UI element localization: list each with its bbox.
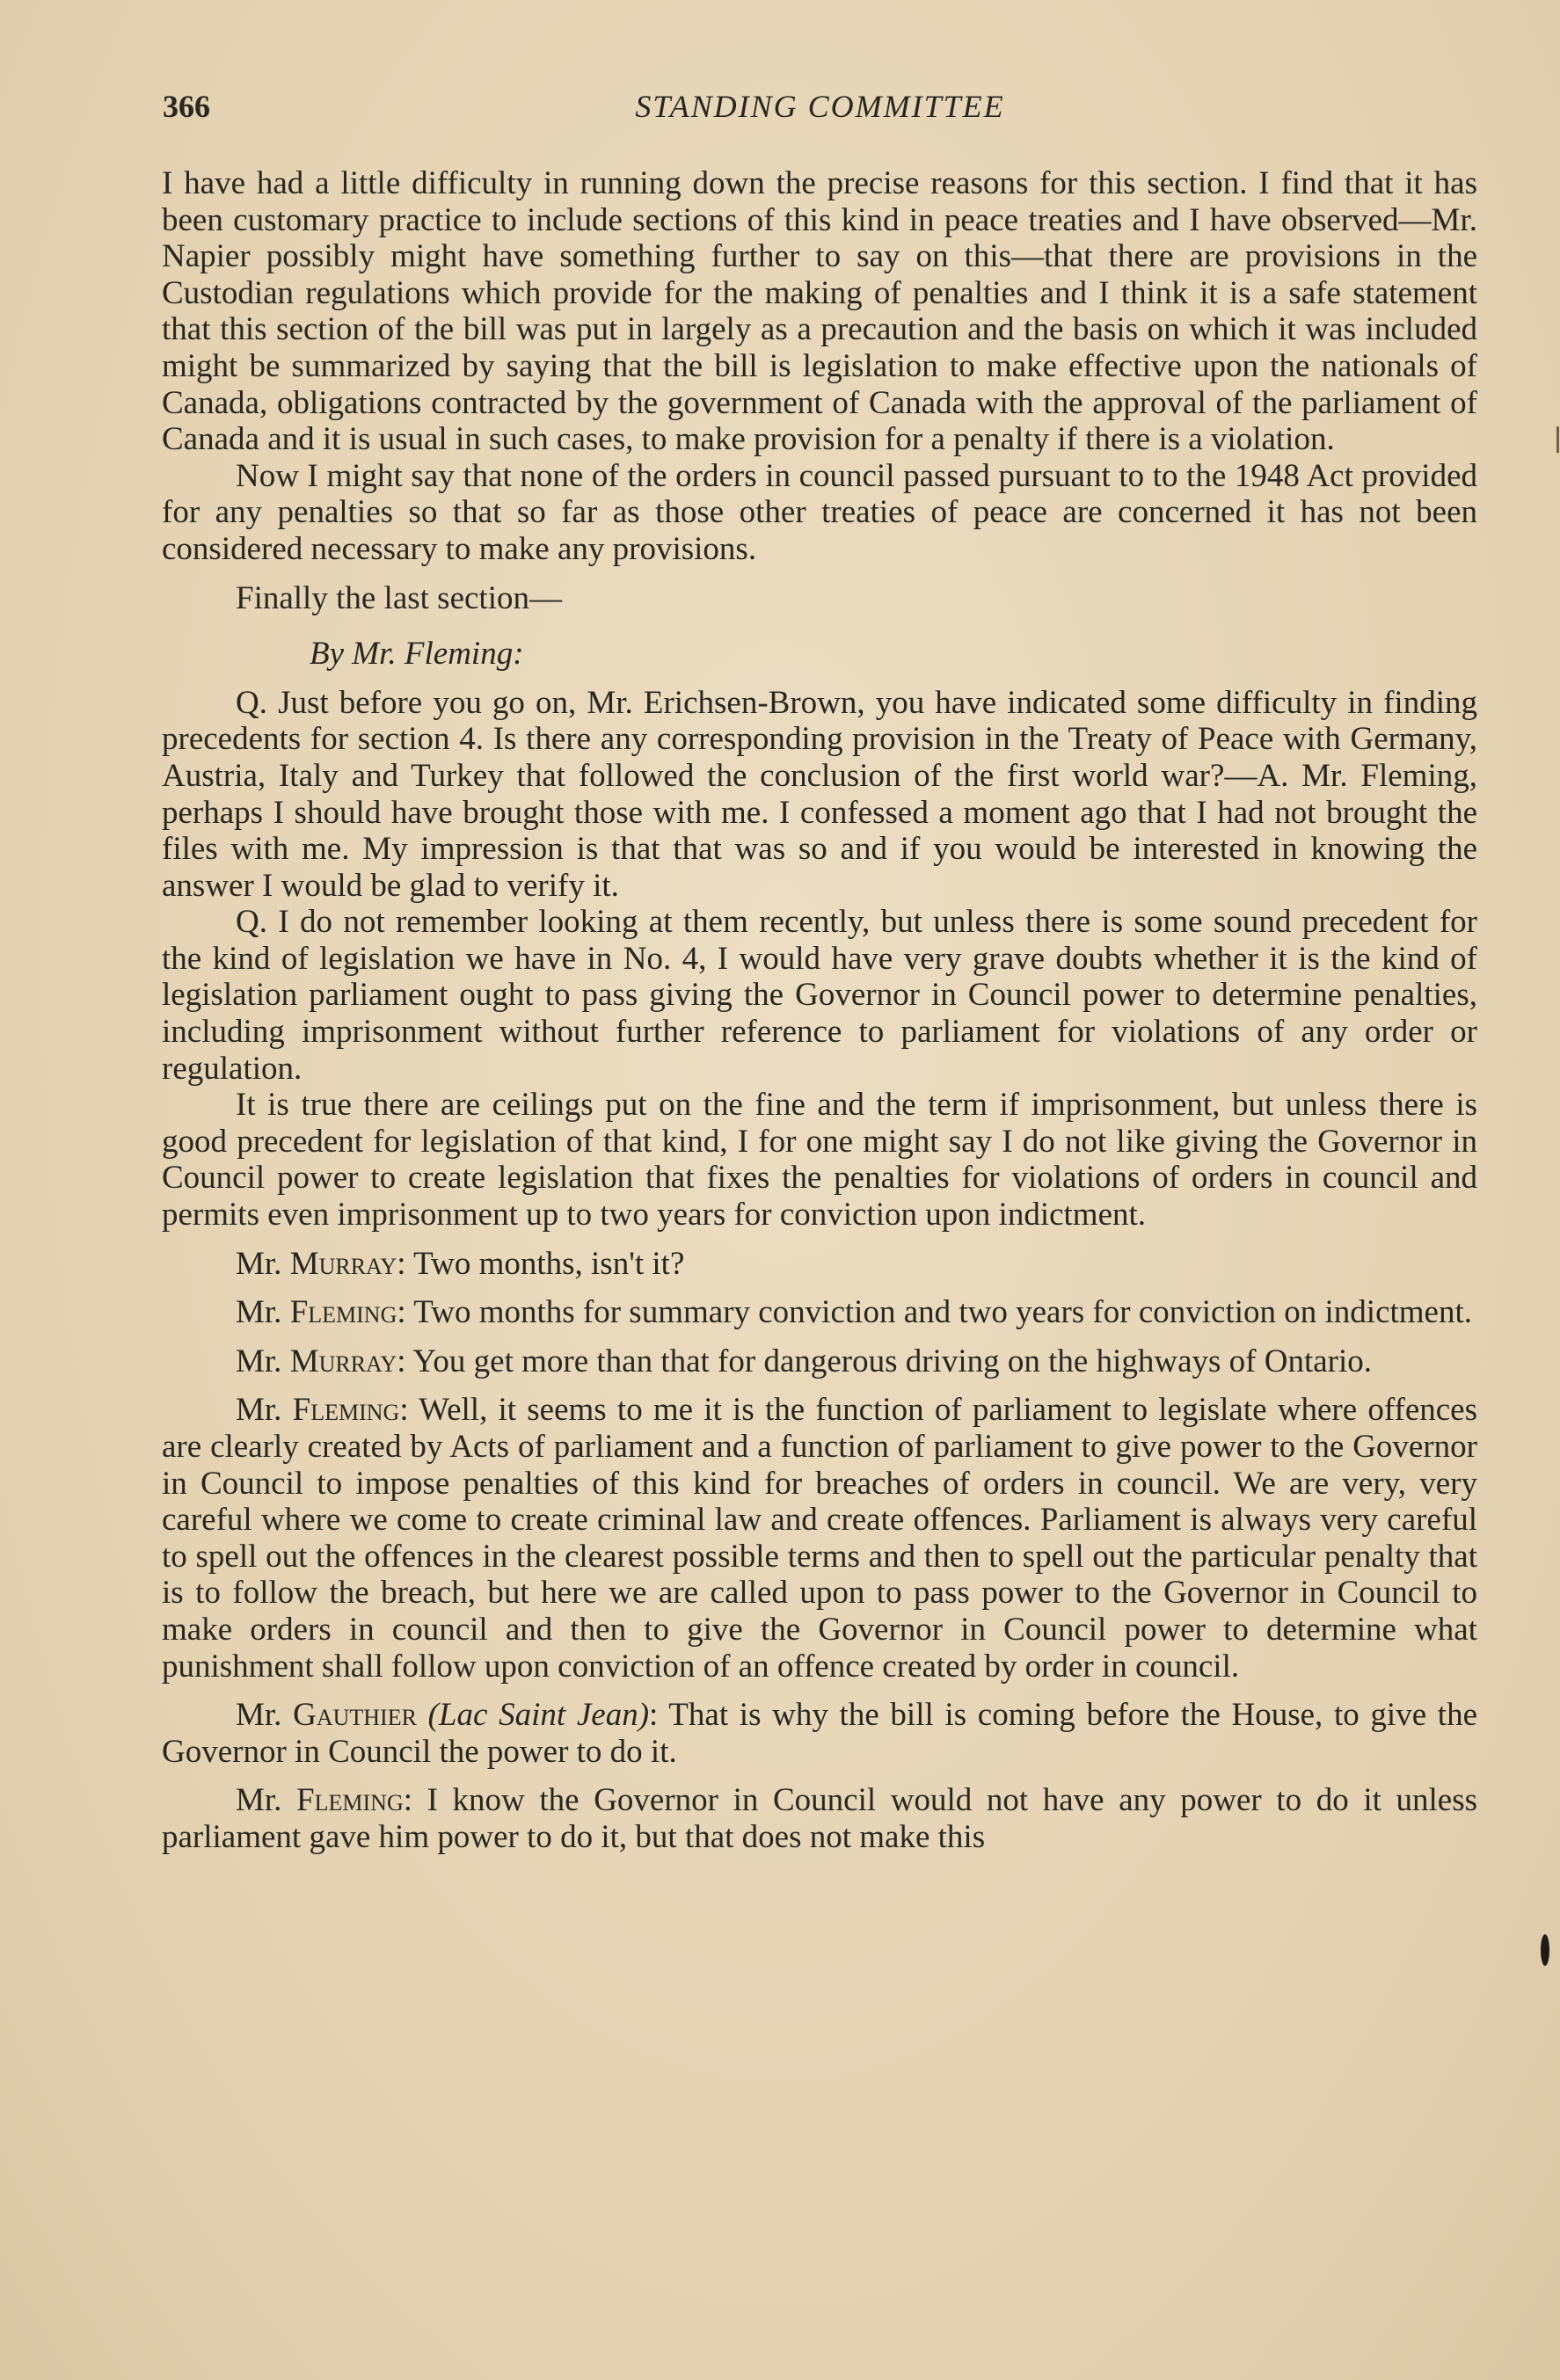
speech-text: : You get more than that for dangerous driving on the highways of Ontario. (397, 1343, 1373, 1379)
speaker-title: Mr. (236, 1245, 290, 1282)
running-head: STANDING COMMITTEE (635, 89, 1005, 124)
speech-text: : Two months for summary conviction and two years for conviction on indictment. (397, 1294, 1473, 1331)
speaker-name: Fleming (296, 1782, 404, 1819)
question-paragraph: Q. Just before you go on, Mr. Erichsen-Brown, you have indicated some difficulty in finding precedents for section 4. Is there any corresponding provision in the Treaty of Peace with Germany, Austria, Italy and Turkey that followed the conclusion of the first world war?—A. Mr. Fleming, perhaps I should have brought those with me. I confessed a moment ago that I had not brought the files with me. My impression is that that was so and if you would be interested in knowing the answer I would be glad to verify it. (162, 684, 1477, 904)
speaker-title: Mr. (236, 1392, 293, 1429)
speaker-title: Mr. (236, 1697, 294, 1734)
paragraph: Now I might say that none of the orders in council passed pursuant to to the 1948 Act provided for any penalties so that so far as those other treaties of peace are concerned it has not been considered necessary to make any provisions. (162, 457, 1477, 567)
speaker-paragraph (162, 1294, 1477, 1331)
paragraph: I have had a little difficulty in running down the precise reasons for this section. I find that it has been customary practice to include sections of this kind in peace treaties and I have observed—Mr. Napier possibly might have something further to say on this—that there are provisions in the Custodian regulations which provide for the making of penalties and I think it is a safe statement that this section of the bill was put in largely as a precaution and the basis on which it was included might be summarized by saying that the bill is legislation to make effective upon the nationals of Canada, obligations contracted by the government of Canada with the approval of the parliament of Canada and it is usual in such cases, to make provision for a penalty if there is a violation. (162, 165, 1477, 458)
speech-text: : I know the Governor in Council would not have any power to do it unless parliament gave him power to do it, but that does not make this (162, 1782, 1477, 1855)
speaker-paragraph (162, 1697, 1477, 1770)
riding-name: (Lac Saint Jean) (416, 1697, 650, 1734)
speaker-name: Gauthier (293, 1697, 417, 1734)
speaker-paragraph (162, 1246, 1477, 1283)
speaker-name: Fleming (289, 1294, 397, 1331)
examiner-heading: By Mr. Fleming: (310, 636, 524, 673)
page-body (162, 165, 1477, 1856)
page-edge-mark (1556, 426, 1559, 453)
paragraph: It is true there are ceilings put on the fine and the term if imprisonment, but unless there is good precedent for legislation of that kind, I for one might say I do not like giving the Governor in Council power to create legislation that fixes the penalties for violations of orders in council and permits even imprisonment up to two years for conviction upon indictment. (162, 1087, 1477, 1234)
speaker-name: Murray (289, 1343, 397, 1379)
speaker-title: Mr. (236, 1294, 290, 1331)
speech-text: : That is why the bill is coming before the House, to give the Governor in Council the power to do it. (162, 1697, 1477, 1770)
page-number: 366 (163, 89, 210, 124)
speaker-title: Mr. (236, 1343, 290, 1379)
speaker-name: Fleming (292, 1392, 400, 1429)
speaker-name: Murray (289, 1245, 397, 1282)
page-edge-mark (1541, 1934, 1549, 1966)
paragraph: Finally the last section— (236, 579, 562, 616)
speaker-paragraph (162, 1392, 1477, 1685)
speaker-paragraph (162, 1343, 1477, 1380)
speaker-paragraph (162, 1782, 1477, 1855)
speaker-title: Mr. (236, 1782, 297, 1819)
question-paragraph: Q. I do not remember looking at them recently, but unless there is some sound precedent for the kind of legislation we have in No. 4, I would have very grave doubts whether it is the kind of legislation parliament ought to pass giving the Governor in Council power to determine penalties, including imprisonment without further reference to parliament for violations of any order or regulation. (162, 904, 1477, 1087)
speech-text: : Two months, isn't it? (397, 1245, 685, 1282)
page-header (163, 88, 1477, 132)
speech-text: : Well, it seems to me it is the function of parliament to legislate where offences are clearly created by Acts of parliament and a function of parliament to give power to the Governor in Council to impose penalties of this kind for breaches of orders in council. We are very, very careful where we come to create criminal law and create offences. Parliament is always very careful to spell out the offences in the clearest possible terms and then to spell out the particular penalty that is to follow the breach, but here we are called upon to pass power to the Governor in Council to make orders in council and then to give the Governor in Council power to determine what punishment shall follow upon conviction of an offence created by order in council. (162, 1392, 1477, 1685)
